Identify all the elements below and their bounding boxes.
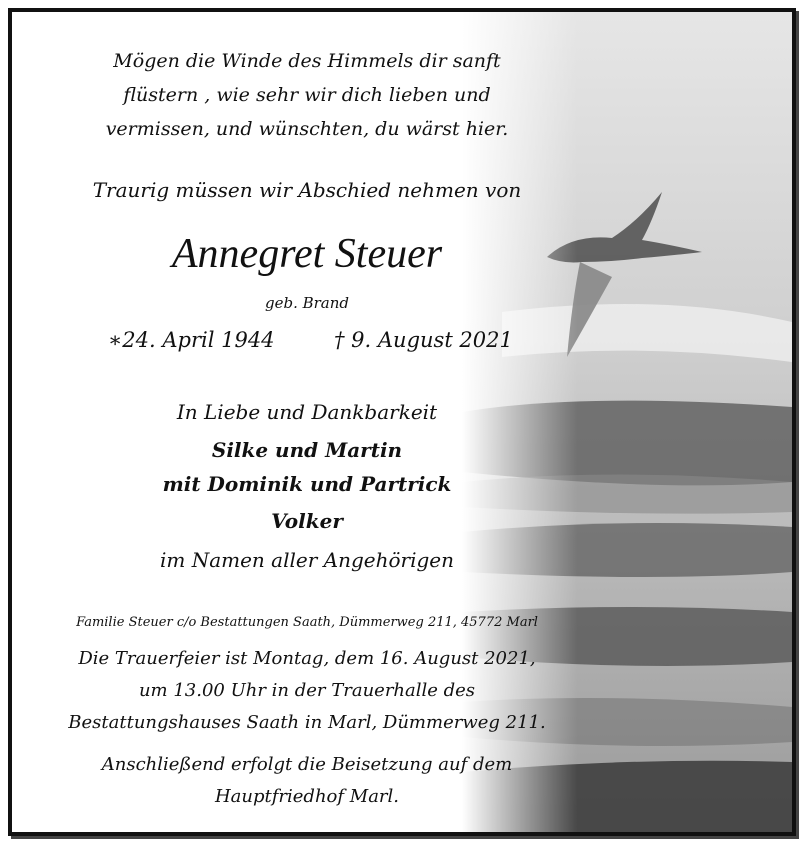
poem-line-3: vermissen, und wünschten, du wärst hier. (105, 118, 509, 140)
intro-text: Traurig müssen wir Abschied nehmen von (92, 178, 522, 202)
service-line-3: Bestattungshauses Saath in Marl, Dümmerweg 211. (68, 712, 546, 733)
mourners-line-2: mit Dominik und Partrick (162, 472, 452, 496)
family-address: Familie Steuer c/o Bestattungen Saath, Dümmerweg 211, 45772 Marl (76, 615, 538, 630)
burial-line-2: Hauptfriedhof Marl. (214, 786, 400, 807)
birth-date: ∗24. April 1944 (108, 328, 275, 352)
burial-line-1: Anschließend erfolgt die Beisetzung auf dem (101, 754, 513, 775)
mourners-line-1: Silke und Martin (211, 438, 403, 462)
death-date: † 9. August 2021 (334, 328, 513, 352)
mourners-closing: im Namen aller Angehörigen (159, 548, 454, 572)
service-line-2: um 13.00 Uhr in der Trauerhalle des (138, 680, 476, 701)
poem-line-1: Mögen die Winde des Himmels dir sanft (113, 50, 501, 72)
deceased-name: Annegret Steuer (171, 231, 443, 277)
obituary-frame (8, 8, 796, 836)
mourners-line-3: Volker (271, 509, 343, 533)
mourners-lead: In Liebe und Dankbarkeit (176, 400, 438, 424)
poem-line-2: flüstern , wie sehr wir dich lieben und (123, 84, 491, 106)
maiden-name: geb. Brand (264, 294, 350, 312)
service-line-1: Die Trauerfeier ist Montag, dem 16. August 2021, (78, 648, 536, 669)
